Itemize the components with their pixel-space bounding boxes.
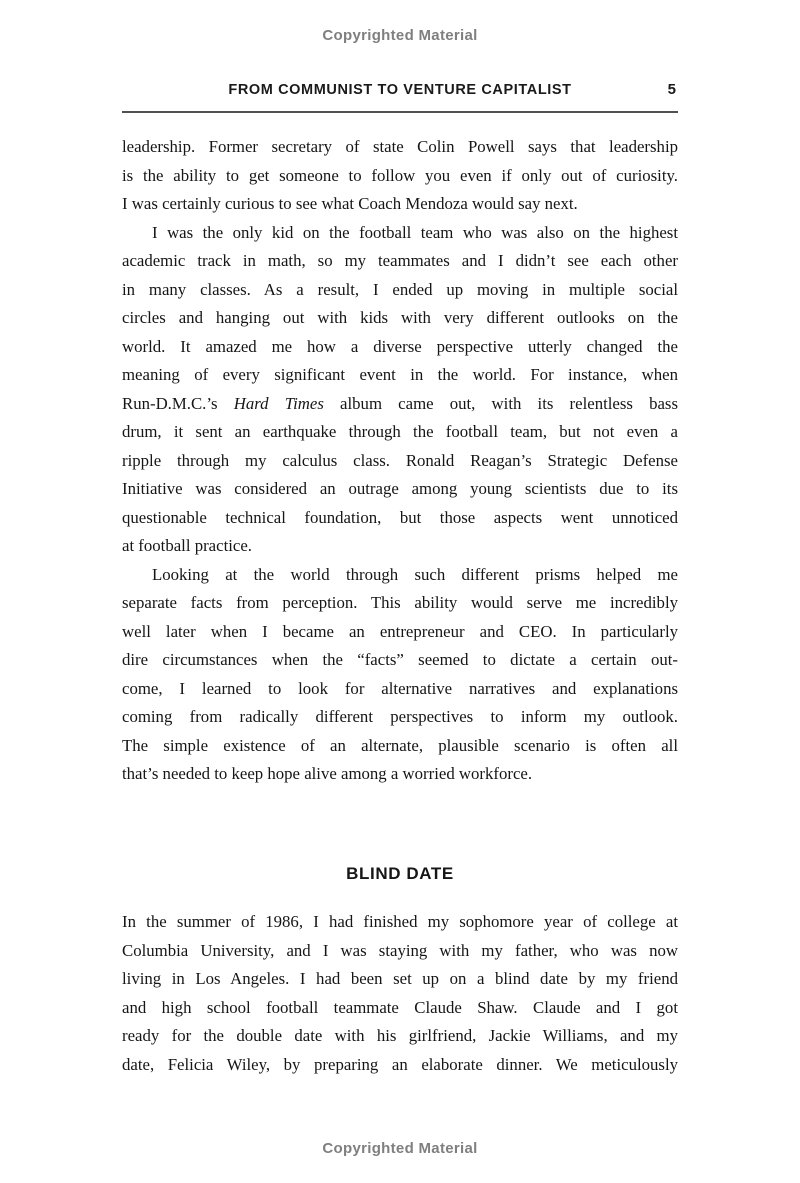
- text-line: well later when I became an entrepreneur and CEO. In particularly: [122, 621, 678, 641]
- paragraph-2: [122, 219, 678, 561]
- header-rule: [122, 111, 678, 113]
- section-heading: BLIND DATE: [346, 863, 454, 883]
- text-segment: album came out, with its relentless bass: [323, 393, 678, 413]
- text-line: that’s needed to keep hope alive among a worried workforce.: [122, 764, 533, 783]
- italic-album-title: Hard Times: [233, 393, 324, 413]
- page-header: [122, 82, 678, 113]
- paragraph-3: [122, 561, 678, 789]
- text-line: and high school football teammate Claude Shaw. Claude and I got: [122, 997, 678, 1017]
- body-text: [122, 133, 678, 1079]
- text-line: world. It amazed me how a diverse perspective utterly changed the: [122, 336, 678, 356]
- text-line: ripple through my calculus class. Ronald Reagan’s Strategic Defense: [122, 450, 678, 470]
- text-line: in many classes. As a result, I ended up moving in multiple social: [122, 279, 678, 299]
- text-line: coming from radically different perspectives to inform my outlook.: [122, 707, 678, 726]
- text-line: [122, 390, 678, 419]
- paragraph-1: [122, 133, 678, 219]
- text-line: meaning of every significant event in the world. For instance, when: [122, 365, 678, 384]
- paragraph-4: [122, 908, 678, 1079]
- text-line: Columbia University, and I was staying with my father, who was now: [122, 940, 678, 960]
- text-segment: Run-D.M.C.’s: [122, 393, 234, 413]
- text-line: leadership. Former secretary of state Colin Powell says that leadership: [122, 137, 678, 156]
- page-content: [122, 82, 678, 1079]
- running-head: FROM COMMUNIST TO VENTURE CAPITALIST: [228, 82, 572, 98]
- text-line: is the ability to get someone to follow you even if only out of curiosity.: [122, 165, 678, 185]
- text-line: drum, it sent an earthquake through the football team, but not even a: [122, 422, 678, 441]
- text-line: questionable technical foundation, but those aspects went unnoticed: [122, 507, 678, 527]
- text-line: I was the only kid on the football team who was also on the highest: [152, 222, 678, 242]
- copyright-notice-top: Copyrighted Material: [322, 27, 478, 44]
- text-line: In the summer of 1986, I had finished my sophomore year of college at: [122, 912, 678, 931]
- page-number: 5: [667, 81, 676, 98]
- text-line: I was certainly curious to see what Coach Mendoza would say next.: [122, 194, 578, 213]
- text-line: ready for the double date with his girlfriend, Jackie Williams, and my: [122, 1026, 678, 1045]
- text-line: circles and hanging out with kids with very different outlooks on the: [122, 308, 678, 327]
- text-line: living in Los Angeles. I had been set up on a blind date by my friend: [122, 969, 678, 988]
- text-line: Initiative was considered an outrage among young scientists due to its: [122, 479, 678, 498]
- text-line: academic track in math, so my teammates and I didn’t see each other: [122, 251, 678, 270]
- text-line: come, I learned to look for alternative narratives and explanations: [122, 678, 678, 698]
- text-line: dire circumstances when the “facts” seemed to dictate a certain out-: [122, 650, 678, 669]
- text-line: The simple existence of an alternate, plausible scenario is often all: [122, 735, 678, 755]
- text-line: at football practice.: [122, 536, 252, 555]
- copyright-notice-bottom: Copyrighted Material: [322, 1140, 478, 1157]
- text-line: separate facts from perception. This ability would serve me incredibly: [122, 593, 678, 612]
- text-line: Looking at the world through such different prisms helped me: [152, 564, 678, 584]
- text-line: date, Felicia Wiley, by preparing an elaborate dinner. We meticulously: [122, 1054, 678, 1074]
